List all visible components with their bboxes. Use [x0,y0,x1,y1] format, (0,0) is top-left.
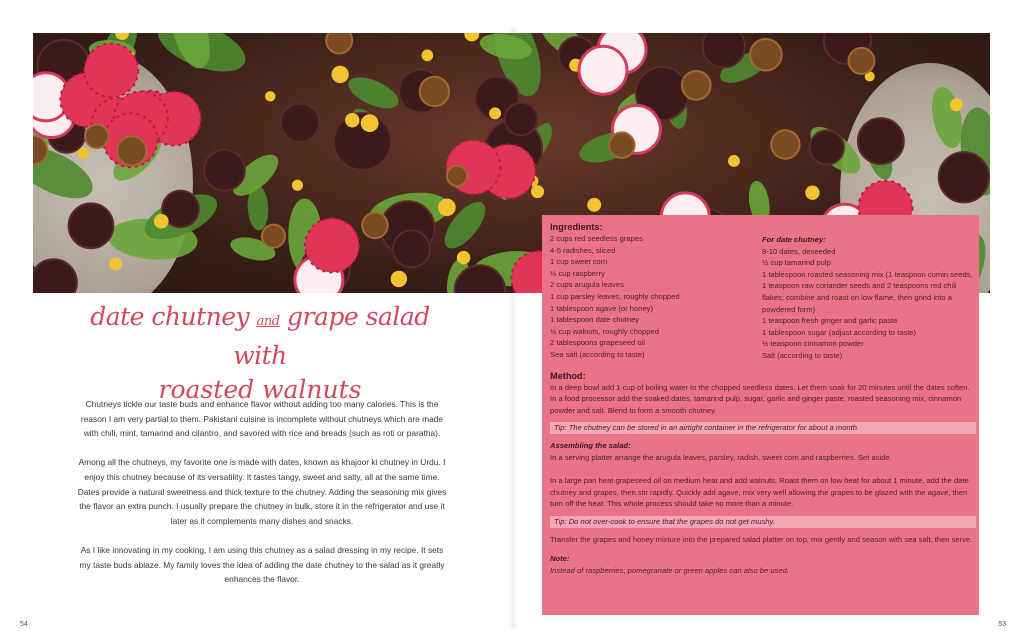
walnut-shape [682,71,711,100]
corn-shape [422,50,434,62]
tip-box: Tip: Do not over-cook to ensure that the grapes do not get mushy. [550,516,976,528]
walnut-shape [848,48,874,74]
corn-shape [265,91,275,101]
assembling-heading: Assembling the salad: [550,441,631,451]
chutney-item: ½ teaspoon cinnamon powder [761,339,864,349]
assembling-step: Transfer the grapes and honey mixture into the prepared salad platter on top, mix gently and season with sea salt, then serve. [550,534,973,544]
walnut-shape [771,130,799,158]
walnut-shape [609,132,635,158]
corn-shape [331,66,348,83]
walnut-shape [362,213,388,239]
ingredient-item: 2 cups arugula leaves [550,280,624,290]
grape-shape [505,103,538,136]
title-part2: grape salad with [233,302,430,370]
grape-shape [939,152,989,202]
method-heading: Method: [550,370,586,381]
radish-shape [579,46,627,94]
ingredients-column [550,221,762,362]
grape-shape [204,150,245,191]
corn-shape [464,33,479,41]
grape-shape [703,33,745,68]
corn-shape [950,98,963,111]
ingredients-heading: Ingredients: [550,222,603,232]
leaf-shape [344,71,403,115]
chutney-column [762,221,973,362]
title-part1: date chutney [90,302,250,331]
intro-paragraph: As I like innovating in my cooking, I am using this chutney as a salad dressing in my recipe. It sets my taste buds ablaze. My family loves the idea of adding the date chutney to the salad as it greatly enhances the flavor. [79,544,445,585]
tip-box: Tip: The chutney can be stored in an airtight container in the refrigerator for about a month. [550,422,976,434]
grape-shape [281,103,319,141]
chutney-item: 1 tablespoon roasted seasoning mix (1 teaspoon cumin seeds, 1 teaspoon raw coriander seeds and 2 teaspoons red chili flakes; combine and roast on low flame, then grind into a powdered form) [761,269,973,314]
chutney-item: 1 teaspoon fresh ginger and garlic paste [761,316,898,326]
page-number-left: 54 [20,621,28,628]
note-text: Instead of raspberries, pomegranate or green apples can also be used. [550,566,789,576]
ingredient-item: Sea salt (according to taste) [550,349,645,359]
intro-paragraph: Among all the chutneys, my favorite one is made with dates, known as khajoor ki chutney in Urdu. I enjoy this chutney because of its versatility. It tastes tangy, sweet and salty, all at the same time. Dates provide a natural sweetness and thick texture to the chutney. Adding the seasoning mix gives the flavor an extra punch. I usually prepare the chutney in bulk, store it in the refrigerator and use it later as it complements many dishes and snacks. [77,457,447,526]
ingredient-item: 4-5 radishes, sliced [550,245,616,255]
walnut-shape [262,225,285,248]
corn-shape [587,198,601,212]
chutney-heading: For date chutney: [761,235,826,244]
intro-text [76,397,448,601]
chutney-list [762,246,973,362]
ingredient-item: 1 tablespoon date chutney [550,315,640,325]
recipe-title [60,300,460,407]
walnut-shape [420,77,449,106]
walnut-shape [447,166,467,186]
note-heading: Note: [550,554,570,564]
ingredient-item: ½ cup raspberry [550,268,605,278]
chutney-item: 8-10 dates, deseeded [761,246,836,256]
walnut-shape [85,125,108,148]
chutney-item: Salt (according to taste) [761,350,843,360]
walnut-shape [750,39,782,71]
method-section [550,370,973,577]
corn-shape [292,180,303,191]
grape-shape [69,203,114,248]
chutney-item: ½ cup tamarind pulp [761,258,831,268]
corn-shape [109,258,122,271]
assembling-step: In a serving platter arrange the arugula leaves, parsley, radish, sweet corn and raspberries. Set aside. [550,452,892,462]
corn-shape [78,148,89,159]
intro-paragraph: Chutneys tickle our taste buds and enhance flavor without adding too many calories. This is the reason I am very partial to them. Pakistani cuisine is incomplete without chutneys which are made with chili, mint, tamarind and cilantro, and savored with rice and breads (such as roti or paratha). [80,399,444,439]
chutney-item: 1 tablespoon sugar (adjust according to taste) [761,327,917,337]
method-text: In a deep bowl add 1 cup of boiling water to the chopped seedless dates. Let them soak for 20 minutes until the dates soften. In a food processor add the soaked dates, tamarind pulp, sugar, garlic and ginger paste, roasted seasoning mix, cinnamon powder and salt. Blend to form a smooth chutney. [550,382,970,415]
assembling-step: In a large pan heat grapeseed oil on medium heat and add walnuts. Roast them on low heat for about 1 minute, add the date chutney and grapes, then stir rapidly. Quickly add agave, mix very well allowing the grapes to be glazed with the agave, then turn off the heat. This whole process should take no more than a minute. [550,476,969,509]
ingredient-item: 1 cup sweet corn [550,257,608,267]
corn-shape [728,155,740,167]
corn-shape [489,107,501,119]
ingredients-list [550,233,762,361]
corn-shape [154,214,169,229]
corn-shape [457,251,471,265]
ingredient-item: 1 cup parsley leaves, roughly chopped [550,291,680,301]
page-number-right: 53 [998,621,1006,628]
ingredient-item: 1 tablespoon agave (or honey) [550,303,654,313]
corn-shape [438,198,456,216]
grape-shape [810,130,844,164]
ingredient-item: ½ cup walnuts, roughly chopped [550,326,659,336]
grape-shape [393,230,430,267]
walnut-shape [326,33,352,54]
grape-shape [858,118,904,164]
corn-shape [391,271,407,287]
recipe-box [542,215,979,615]
corn-shape [531,185,544,198]
ingredient-item: 2 cups red seedless grapes [550,234,643,243]
corn-shape [805,186,819,200]
corn-shape [361,114,379,132]
walnut-shape [117,136,146,165]
grape-shape [33,259,77,293]
ingredient-item: 2 tablespoons grapeseed oil [550,338,645,348]
title-line2: roasted walnuts [158,375,362,404]
corn-shape [345,113,359,127]
title-connector: and [256,314,280,329]
